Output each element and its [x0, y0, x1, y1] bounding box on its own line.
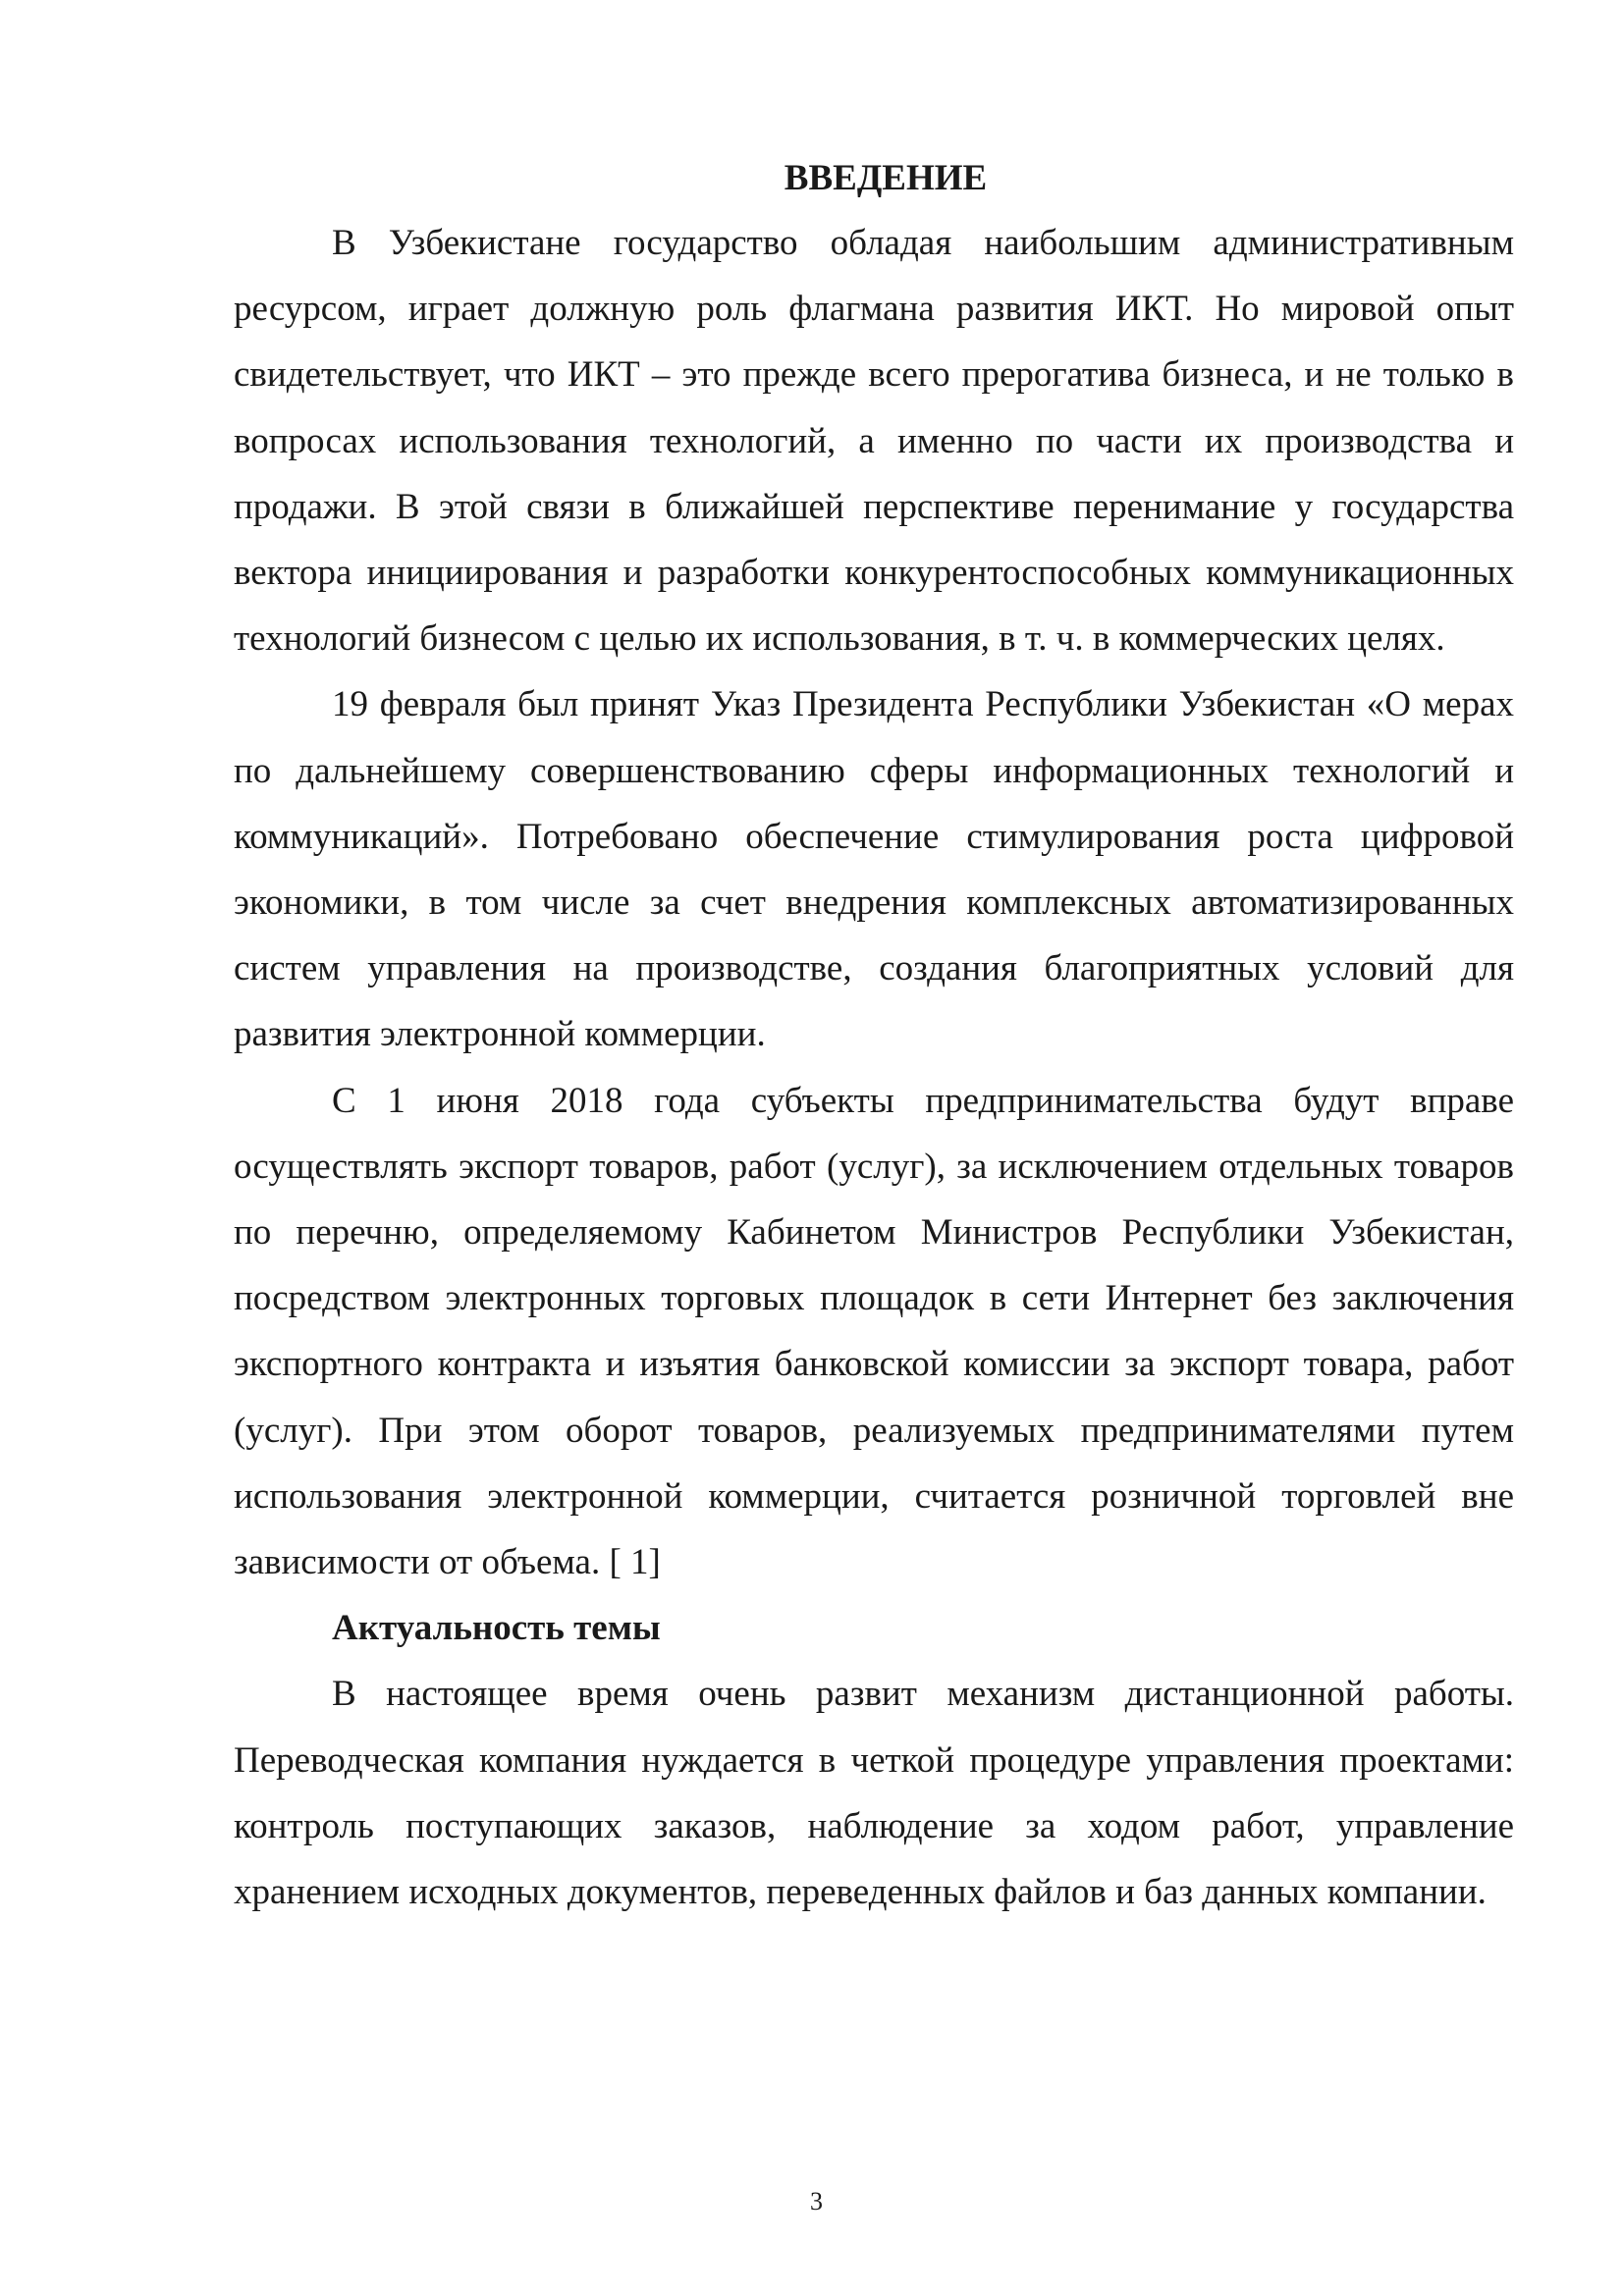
page-number: 3: [810, 2187, 823, 2216]
paragraph-intro: В Узбекистане государство обладая наибольшим административным ресурсом, играет должную роль флагмана развития ИКТ. Но мировой опыт свидетельствует, что ИКТ – это прежде всего прерогатива бизнеса, и не только в вопросах использования технологий, а именно по части их производства и продажи. В этой связи в ближайшей перспективе перенимание у государства вектора инициирования и разработки конкурентоспособных коммуникационных технологий бизнесом с целью их использования, в т. ч. в коммерческих целях.: [234, 223, 1514, 660]
paragraph-relevance: В настоящее время очень развит механизм дистанционной работы. Переводческая компания нуждается в четкой процедуре управления проектами: контроль поступающих заказов, наблюдение за ходом работ, управление хранением исходных документов, переведенных файлов и баз данных компании.: [234, 1674, 1514, 1913]
page-title: ВВЕДЕНИЕ: [784, 158, 988, 198]
section-heading: Актуальность темы: [332, 1608, 661, 1649]
paragraph-export: С 1 июня 2018 года субъекты предпринимательства будут вправе осуществлять экспорт товаров, работ (услуг), за исключением отдельных товаров по перечню, определяемому Кабинетом Министров Республики Узбекистан, посредством электронных торговых площадок в сети Интернет без заключения экспортного контракта и изъятия банковской комиссии за экспорт товара, работ (услуг). При этом оборот товаров, реализуемых предпринимателями путем использования электронной коммерции, считается розничной торговлей вне зависимости от объема. [ 1]: [234, 1080, 1514, 1583]
paragraph-decree: 19 февраля был принят Указ Президента Республики Узбекистан «О мерах по дальнейшему совершенствованию сферы информационных технологий и коммуникаций». Потребовано обеспечение стимулирования роста цифровой экономики, в том числе за счет внедрения комплексных автоматизированных систем управления на производстве, создания благоприятных условий для развития электронной коммерции.: [234, 684, 1514, 1055]
page-content: [234, 147, 1514, 1925]
